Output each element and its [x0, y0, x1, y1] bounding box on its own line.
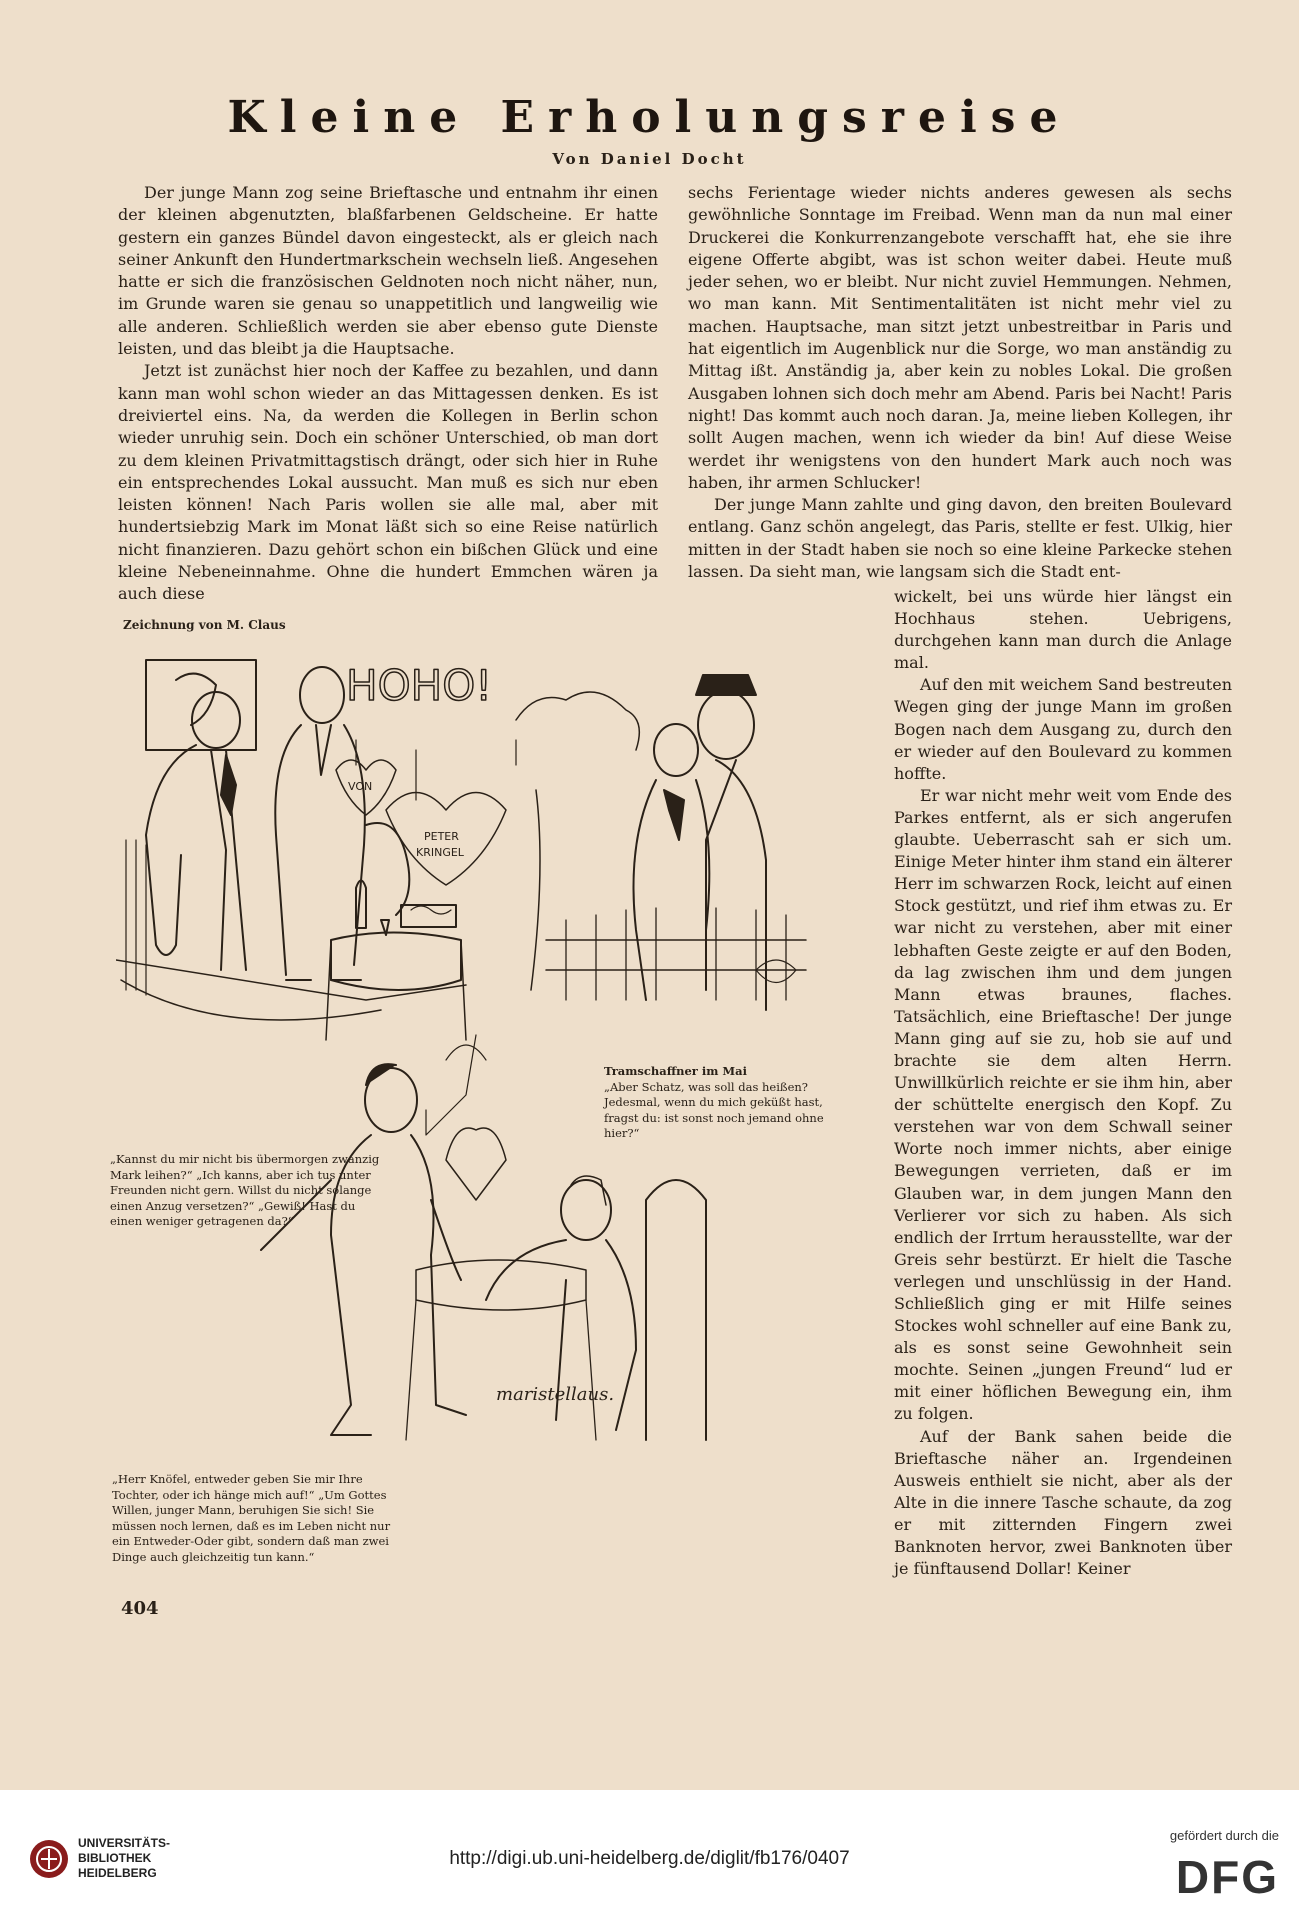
text-column-right-narrow [894, 586, 1232, 1580]
text-column-right-top [688, 182, 1232, 583]
paragraph: Der junge Mann zog seine Brieftasche und entnahm ihr einen der kleinen abgenutzten, blaßfarbenen Geldscheine. Er hatte gestern ein ganzes Bündel davon eingesteckt, als er gleich nach seiner Ankunft den Hundertmarkschein wechseln ließ. Angesehen hatte er sich die französischen Geldnoten noch nicht näher, nun, im Grunde waren sie genau so unappetitlich und langweilig wie alle anderen. Schließlich werden sie aber ebenso gute Dienste leisten, und das bleibt ja die Hauptsache. [118, 183, 658, 359]
permalink-url[interactable]: http://digi.ub.uni-heidelberg.de/diglit/fb176/0407 [449, 1848, 850, 1869]
text-column-left [118, 182, 658, 606]
scene-two-men [116, 660, 466, 1040]
artist-signature: maristellaus. [496, 1384, 615, 1405]
caption-text: „Kannst du mir nicht bis übermorgen zwanzig Mark leihen?“ „Ich kanns, aber ich tus unter Freunden nicht gern. Willst du nicht solange einen Anzug versetzen?“ „Gewiß! Hast du einen weniger getragenen da?“ [110, 1152, 380, 1228]
paragraph: sechs Ferientage wieder nichts anderes gewesen als sechs gewöhnliche Sonntage im Freibad. Wenn man da nun mal einer Druckerei die Konkurrenzangebote verschafft hat, ehe sie ihre eigene Offerte abgibt, was ist schon weiter dabei. Heute muß jeder sehen, wo er bleibt. Nur nicht zuviel Hemmungen. Nehmen, wo man kann. Mit Sentimentalitäten ist nicht mehr viel zu machen. Hauptsache, man sitzt jetzt unbestreitbar in Paris und hat eigentlich im Augenblick nur die Sorge, wo man anständig zu Mittag ißt. Anständig ja, aber kein zu nobles Lokal. Die großen Ausgaben lohnen sich doch mehr am Abend. Paris bei Nacht! Paris night! Das kommt auch noch daran. Ja, meine lieben Kollegen, ihr sollt Augen machen, wenn ich wieder da bin! Auf diese Weise werdet ihr wenigstens von den hundert Mark auch noch was haben, ihr armen Schlucker! [688, 183, 1232, 492]
paragraph: Auf der Bank sahen beide die Brieftasche näher an. Irgendeinen Ausweis enthielt sie nicht, aber als der Alte in die innere Tasche schaute, da zog er mit zitternden Fingern zwei Banknoten hervor, zwei Banknoten über je fünftausend Dollar! Keiner [894, 1426, 1232, 1579]
dfg-logo[interactable]: DFG [1175, 1851, 1279, 1903]
page-number: 404 [121, 1598, 159, 1619]
paragraph: Der junge Mann zahlte und ging davon, den breiten Boulevard entlang. Ganz schön angelegt, das Paris, stellte er fest. Ulkig, hier mitten in der Stadt haben sie noch so eine kleine Parkecke stehen lassen. Da sieht man, wie langsam sich die Stadt ent- [688, 495, 1232, 582]
paragraph: Jetzt ist zunächst hier noch der Kaffee zu bezahlen, und dann kann man wohl schon wieder an das Mittagessen denken. Es ist dreiviertel eins. Na, da werden die Kollegen in Berlin schon wieder unruhig sein. Doch ein schöner Unterschied, ob man dort zu dem kleinen Privatmittagstisch drängt, oder sich hier in Ruhe ein entsprechendes Lokal aussucht. Man muß es sich nur eben leisten können! Nach Paris wollen sie alle mal, aber mit hundertsiebzig Mark im Monat läßt sich so eine Reise natürlich nicht finanzieren. Dazu gehört schon ein bißchen Glück und eine kleine Nebeneinnahme. Ohne die hundert Emmchen wären ja auch diese [118, 361, 658, 604]
article-title: Kleine Erholungsreise [227, 92, 1072, 143]
illustration-credit: Zeichnung von M. Claus [123, 618, 286, 632]
paragraph: wickelt, bei uns würde hier längst ein Hochhaus stehen. Uebrigens, durchgehen kann man durch die Anlage mal. [894, 587, 1232, 673]
funding-label: gefördert durch die [1169, 1828, 1279, 1843]
paragraph: Auf den mit weichem Sand bestreuten Wegen ging der junge Mann im großen Bogen nach dem Ausgang zu, durch den er wieder auf den Boulevard zu kommen hoffte. [894, 675, 1232, 783]
paragraph: Er war nicht mehr weit vom Ende des Parkes entfernt, als er sich angerufen glaubte. Ueberrascht sah er sich um. Einige Meter hinter ihm stand ein älterer Herr im schwarzen Rock, leicht auf einen Stock gestützt, und rief ihm etwas zu. Er war nicht zu verstehen, aber mit einer lebhaften Geste zeigte er auf den Boden, da lag zwischen ihm und dem jungen Mann etwas braunes, flaches. Tatsächlich, eine Brieftasche! Der junge Mann ging auf sie zu, hob sie auf und brachte sie dem alten Herrn. Unwillkürlich reichte er sie ihm hin, aber der schüttelte energisch den Kopf. Zu verstehen war von dem Schwall seiner Worte noch immer nichts, aber einige Bewegungen verrieten, daß er im Glauben war, in dem jungen Mann den Verlierer vor sich zu haben. Als sich endlich der Irrtum herausstellte, war der Greis sehr bestürzt. Er hielt die Tasche verlegen und unschlüssig in der Hand. Schließlich ging er mit Hilfe seines Stockes wohl schneller auf eine Bank zu, als es sonst seine Gewohnheit sein mochte. Seinen „jungen Freund“ lud er mit einer höflichen Bewegung ein, ihm zu folgen. [894, 785, 1232, 1424]
university-name-line: BIBLIOTHEK [78, 1851, 152, 1865]
university-name-line: HEIDELBERG [78, 1866, 157, 1880]
caption-herr-knoefel [112, 1472, 402, 1565]
scene-couple [516, 675, 806, 1010]
heart-kringel-label: KRINGEL [416, 846, 464, 859]
footer-bar [0, 1790, 1299, 1912]
university-name-line: UNIVERSITÄTS- [78, 1836, 171, 1850]
hoho-text: HOHO! [346, 661, 493, 710]
caption-title: Tramschaffner im Mai [604, 1064, 747, 1078]
cartoon-illustration [116, 640, 846, 1485]
heart-peter-label: PETER [424, 830, 459, 843]
heart-von-label: VON [348, 780, 373, 793]
article-byline: Von Daniel Docht [552, 150, 747, 168]
caption-text: „Herr Knöfel, entweder geben Sie mir Ihre Tochter, oder ich hänge mich auf!“ „Um Gottes Willen, junger Mann, beruhigen Sie sich! Sie müssen noch lernen, daß es im Leben nicht nur ein Entweder-Oder gibt, sondern daß man zwei Dinge auch gleichzeitig tun kann.“ [112, 1472, 391, 1564]
caption-zwanzig-mark [110, 1152, 380, 1230]
caption-text: „Aber Schatz, was soll das heißen? Jedesmal, wenn du mich geküßt hast, fragst du: ist sonst noch jemand ohne hier?“ [604, 1079, 824, 1140]
caption-tramschaffner [604, 1064, 844, 1142]
